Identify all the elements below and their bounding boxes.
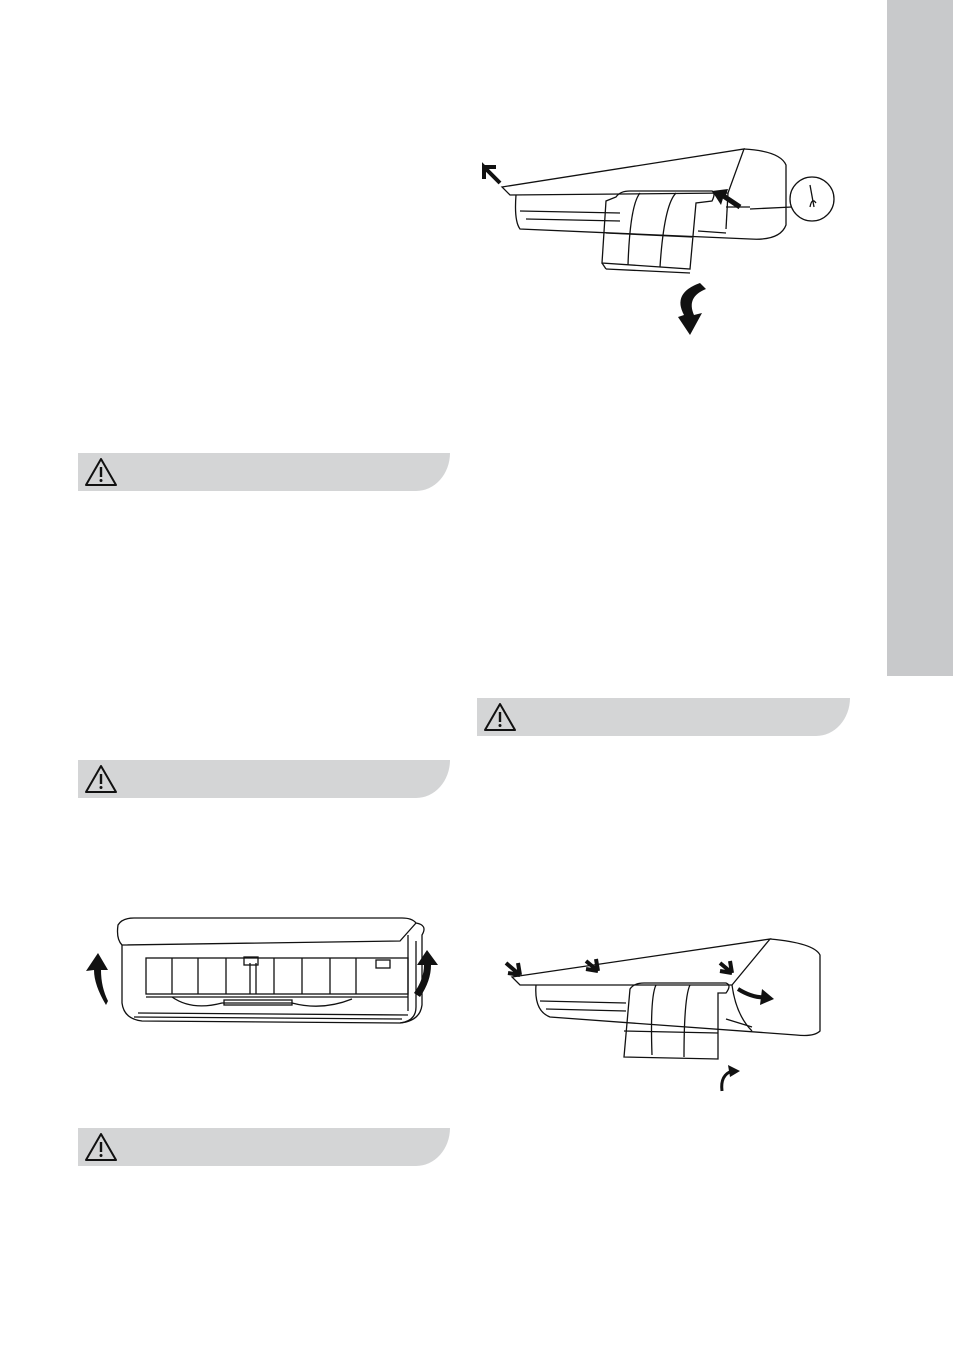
warning-triangle-icon [84, 1132, 118, 1162]
warning-triangle-icon [84, 457, 118, 487]
side-tab [887, 0, 953, 676]
air-conditioner-filter-install-icon [500, 935, 830, 1095]
warning-bar-3 [78, 1128, 450, 1166]
air-conditioner-open-panel-icon [82, 915, 442, 1030]
warning-bar-2 [78, 760, 450, 798]
warning-triangle-icon [84, 764, 118, 794]
warning-triangle-icon [483, 702, 517, 732]
air-conditioner-filter-removal-icon [480, 145, 850, 340]
warning-bar-4 [477, 698, 850, 736]
warning-bar-1 [78, 453, 450, 491]
